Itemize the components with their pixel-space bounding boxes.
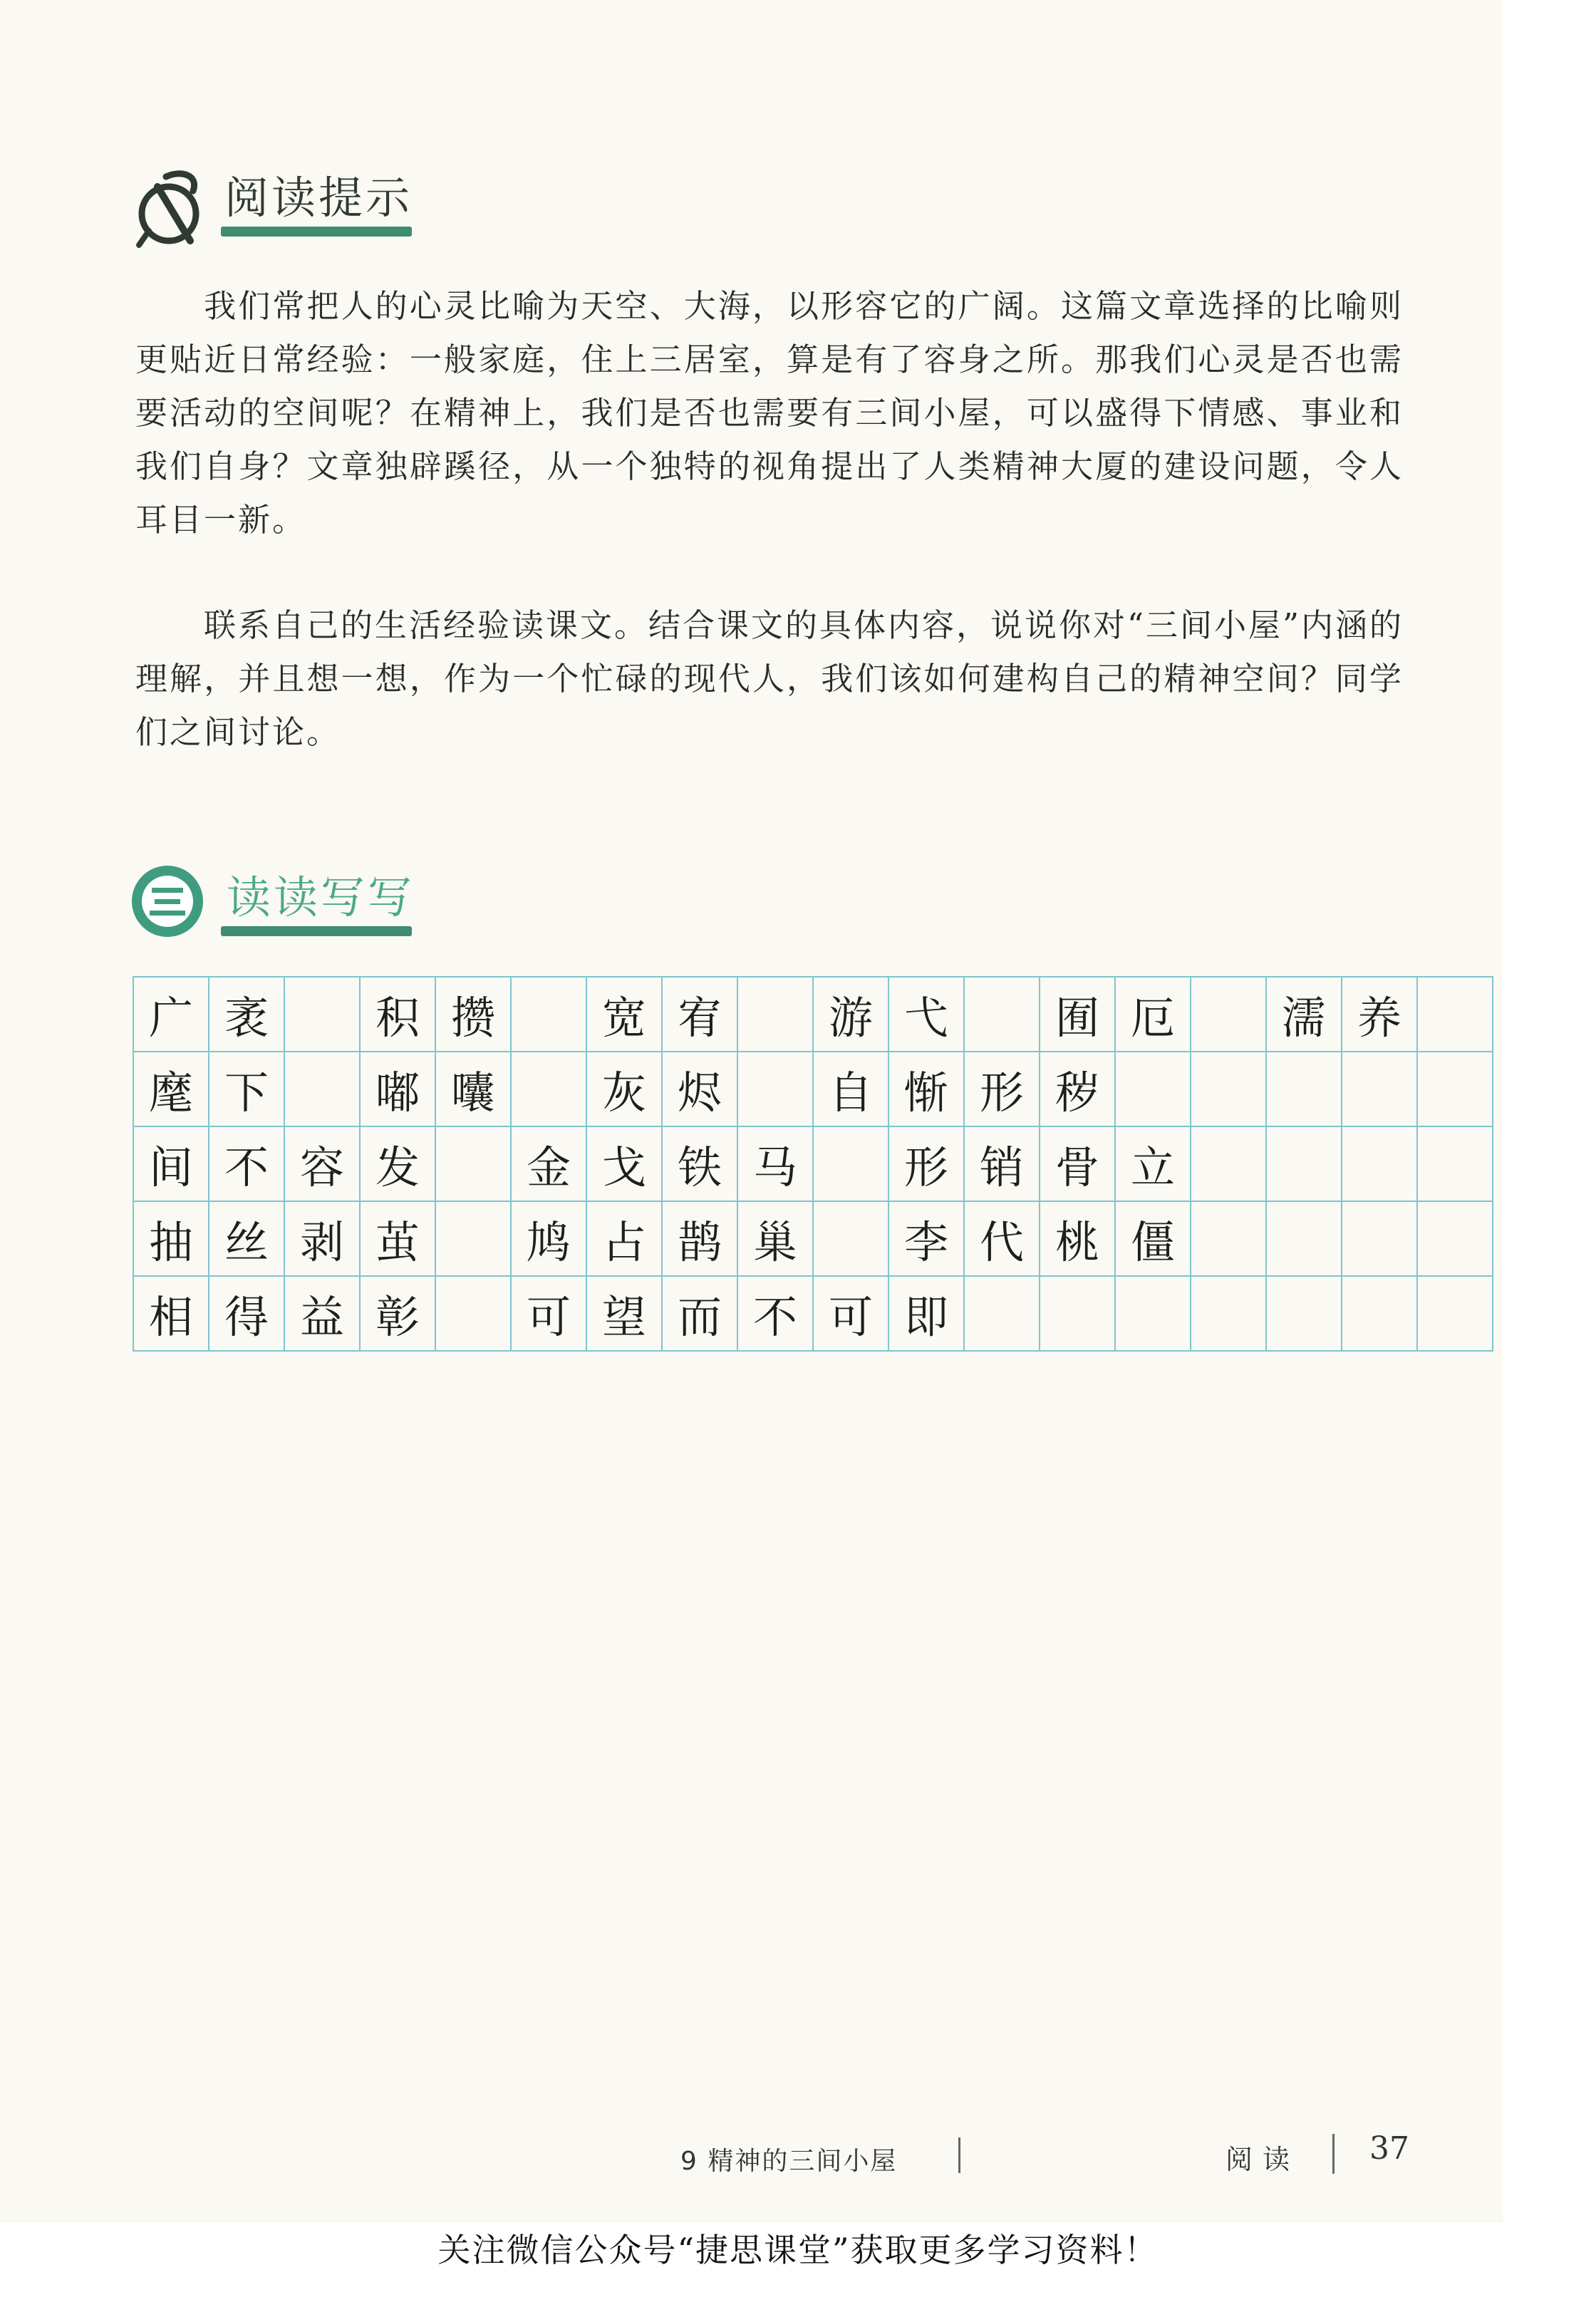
grid-cell: 烬: [663, 1052, 738, 1127]
grid-cell: 抽: [134, 1202, 209, 1277]
grid-cell: 攒: [436, 978, 512, 1052]
grid-cell: 不: [738, 1277, 814, 1352]
grid-cell: 广: [134, 978, 209, 1052]
grid-cell: 囿: [1040, 978, 1116, 1052]
grid-cell: 李: [889, 1202, 965, 1277]
grid-cell: 濡: [1267, 978, 1342, 1052]
grid-cell: 养: [1342, 978, 1418, 1052]
grid-cell: 宽: [587, 978, 663, 1052]
grid-cell: [1267, 1127, 1342, 1202]
grid-cell: 茧: [361, 1202, 436, 1277]
grid-cell: 囔: [436, 1052, 512, 1127]
grid-cell: [1342, 1127, 1418, 1202]
grid-cell: 可: [512, 1277, 587, 1352]
paragraph-text: 我们常把人的心灵比喻为天空、大海，以形容它的广阔。这篇文章选择的比喻则更贴近日常经验：一般家庭，住上三居室，算是有了容身之所。那我们心灵是否也需要活动的空间呢？在精神上，我们是否也需要有三间小屋，可以盛得下情感、事业和我们自身？文章独辟蹊径，从一个独特的视角提出了人类精神大厦的建设问题，令人耳目一新。: [135, 287, 1404, 539]
grid-cell: [738, 978, 814, 1052]
heading-underline: [221, 227, 412, 237]
grid-cell: 嘟: [361, 1052, 436, 1127]
grid-cell: 灰: [587, 1052, 663, 1127]
page-margin: [1503, 0, 1596, 2307]
grid-cell: 金: [512, 1127, 587, 1202]
grid-cell: 游: [814, 978, 889, 1052]
grid-cell: [1418, 978, 1493, 1052]
grid-cell: [965, 1277, 1040, 1352]
section-label: 阅读: [1226, 2144, 1300, 2175]
page-number: 37: [1369, 2130, 1409, 2167]
grid-cell: 形: [889, 1127, 965, 1202]
reading-tips-heading: 阅读提示: [224, 172, 413, 224]
grid-cell: 戈: [587, 1127, 663, 1202]
grid-cell: 发: [361, 1127, 436, 1202]
grid-cell: [436, 1277, 512, 1352]
grid-cell: [1191, 1277, 1267, 1352]
grid-cell: [1116, 1052, 1191, 1127]
grid-cell: 不: [209, 1127, 285, 1202]
grid-cell: 宥: [663, 978, 738, 1052]
grid-cell: 自: [814, 1052, 889, 1127]
grid-cell: 容: [285, 1127, 361, 1202]
grid-cell: [1342, 1052, 1418, 1127]
grid-cell: 立: [1116, 1127, 1191, 1202]
read-write-heading: 读读写写: [227, 871, 415, 923]
grid-cell: 马: [738, 1127, 814, 1202]
grid-cell: 间: [134, 1127, 209, 1202]
grid-cell: 销: [965, 1127, 1040, 1202]
grid-cell: 占: [587, 1202, 663, 1277]
grid-cell: 益: [285, 1277, 361, 1352]
grid-cell: [1267, 1052, 1342, 1127]
grid-cell: 秽: [1040, 1052, 1116, 1127]
grid-cell: [1191, 978, 1267, 1052]
grid-cell: 彰: [361, 1277, 436, 1352]
watermark-text: 关注微信公众号“捷思课堂”获取更多学习资料！: [437, 2231, 1159, 2269]
grid-cell: [1191, 1052, 1267, 1127]
footer-divider: [1332, 2134, 1335, 2174]
grid-cell: [1267, 1277, 1342, 1352]
grid-cell: 可: [814, 1277, 889, 1352]
grid-cell: [1191, 1127, 1267, 1202]
grid-cell: [814, 1202, 889, 1277]
grid-cell: 惭: [889, 1052, 965, 1127]
footer-divider: [958, 2137, 960, 2173]
grid-cell: 麾: [134, 1052, 209, 1127]
vocabulary-grid: [133, 976, 1493, 1352]
grid-cell: 桃: [1040, 1202, 1116, 1277]
grid-cell: 骨: [1040, 1127, 1116, 1202]
grid-cell: 即: [889, 1277, 965, 1352]
grid-cell: 形: [965, 1052, 1040, 1127]
grid-cell: 下: [209, 1052, 285, 1127]
grid-cell: 僵: [1116, 1202, 1191, 1277]
grid-cell: 得: [209, 1277, 285, 1352]
reading-tips-paragraph-2: [135, 598, 1404, 759]
grid-cell: [1342, 1277, 1418, 1352]
grid-cell: [1418, 1202, 1493, 1277]
grid-cell: 袤: [209, 978, 285, 1052]
grid-cell: [1040, 1277, 1116, 1352]
grid-cell: [814, 1127, 889, 1202]
grid-cell: 厄: [1116, 978, 1191, 1052]
reading-tip-icon: [125, 162, 217, 255]
grid-cell: 代: [965, 1202, 1040, 1277]
grid-cell: 丝: [209, 1202, 285, 1277]
grid-cell: [1418, 1277, 1493, 1352]
grid-cell: 望: [587, 1277, 663, 1352]
grid-cell: [738, 1052, 814, 1127]
grid-cell: [1342, 1202, 1418, 1277]
grid-cell: 鹊: [663, 1202, 738, 1277]
reading-tips-paragraph-1: [135, 279, 1404, 546]
grid-cell: [512, 1052, 587, 1127]
grid-cell: [285, 978, 361, 1052]
grid-cell: [1116, 1277, 1191, 1352]
grid-cell: [1191, 1202, 1267, 1277]
grid-cell: [512, 978, 587, 1052]
grid-cell: [436, 1202, 512, 1277]
grid-cell: 而: [663, 1277, 738, 1352]
grid-cell: 铁: [663, 1127, 738, 1202]
grid-cell: [1418, 1052, 1493, 1127]
grid-cell: 剥: [285, 1202, 361, 1277]
paragraph-text: 联系自己的生活经验读课文。结合课文的具体内容，说说你对“三间小屋”内涵的理解，并且想一想，作为一个忙碌的现代人，我们该如何建构自己的精神空间？同学们之间讨论。: [135, 606, 1404, 751]
grid-cell: [285, 1052, 361, 1127]
grid-cell: 鸠: [512, 1202, 587, 1277]
read-write-icon: [128, 862, 207, 940]
heading-underline: [221, 926, 412, 936]
grid-cell: 积: [361, 978, 436, 1052]
grid-cell: [436, 1127, 512, 1202]
lesson-title: 9 精神的三间小屋: [680, 2147, 898, 2176]
grid-cell: 巢: [738, 1202, 814, 1277]
grid-cell: 弋: [889, 978, 965, 1052]
grid-cell: [1267, 1202, 1342, 1277]
grid-cell: [965, 978, 1040, 1052]
grid-cell: [1418, 1127, 1493, 1202]
grid-cell: 相: [134, 1277, 209, 1352]
